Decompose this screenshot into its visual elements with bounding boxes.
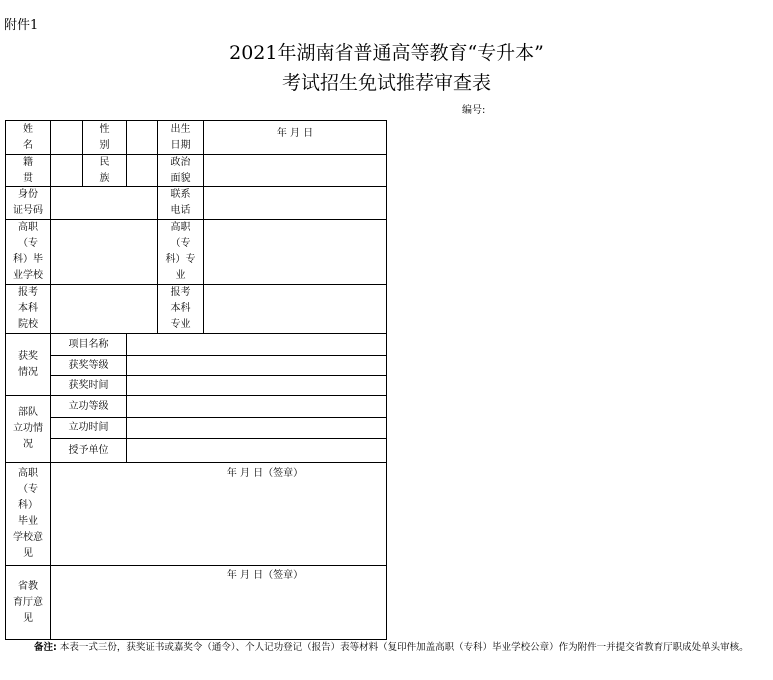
awards-label: 获奖 情况 [18, 350, 38, 378]
target-major-label: 报考 本科 专业 [170, 287, 191, 330]
table-border [5, 462, 386, 463]
target-school-label: 报考 本科 院校 [18, 287, 38, 330]
award-time-field[interactable] [127, 376, 386, 395]
phone-field[interactable] [204, 187, 386, 219]
political-status-field[interactable] [204, 155, 386, 186]
merit-level-field[interactable] [127, 396, 386, 417]
education-dept-opinion-date: 年 月 日（签章） [226, 570, 304, 581]
gender-field[interactable] [127, 121, 157, 154]
award-time-label: 获奖时间 [68, 379, 109, 391]
id-number-label: 身份 证号码 [13, 189, 43, 216]
id-number-field[interactable] [51, 187, 157, 219]
school-opinion-date: 年 月 日（签章） [226, 468, 304, 479]
education-dept-opinion-label: 省教 育厅意 见 [13, 580, 43, 624]
college-school-label: 高职 （专 科）毕 业学校 [13, 222, 43, 281]
footer-note [34, 640, 769, 656]
form-title-line1: 2021年湖南省普通高等教育“专升本” [229, 42, 544, 64]
merit-time-field[interactable] [127, 418, 386, 438]
name-label: 姓 名 [23, 123, 33, 151]
award-level-field[interactable] [127, 356, 386, 375]
native-place-label: 籍 贯 [23, 156, 33, 184]
gender-label: 性 别 [99, 123, 110, 151]
college-major-field[interactable] [204, 220, 386, 284]
grant-unit-label: 授予单位 [68, 444, 109, 456]
birth-date-field[interactable]: 年 月 日 [276, 128, 314, 139]
school-opinion-field[interactable] [51, 486, 386, 565]
birth-date-label: 出生 日期 [170, 123, 191, 151]
award-name-label: 项目名称 [68, 338, 109, 350]
table-border [5, 565, 386, 566]
college-school-field[interactable] [51, 220, 157, 284]
military-merit-label: 部队 立功情 况 [13, 407, 43, 450]
merit-time-label: 立功时间 [68, 422, 109, 433]
phone-label: 联系 电话 [170, 189, 191, 216]
school-opinion-label: 高职 （专 科） 毕业 学校意 见 [13, 468, 43, 559]
serial-number-label: 编号: [462, 105, 486, 116]
award-level-label: 获奖等级 [68, 359, 109, 371]
form-title-line2: 考试招生免试推荐审查表 [281, 72, 491, 94]
merit-level-label: 立功等级 [68, 400, 109, 412]
attachment-label: 附件1 [4, 18, 39, 33]
political-status-label: 政治 面貌 [170, 156, 191, 184]
ethnicity-label: 民 族 [99, 156, 110, 184]
name-field[interactable] [51, 121, 82, 154]
native-place-field[interactable] [51, 155, 82, 186]
college-major-label: 高职 （专 科）专 业 [165, 222, 196, 281]
target-school-field[interactable] [51, 285, 157, 333]
note-text: 本表一式三份，获奖证书或嘉奖令（通令）、个人记功登记（报告）表等材料（复印件加盖高职（专科）毕业学校公章）作为附件一并提交省教育厅职成处单头审核。 [59, 642, 749, 653]
grant-unit-field[interactable] [127, 439, 386, 462]
ethnicity-field[interactable] [127, 155, 157, 186]
application-form-table [5, 120, 386, 640]
award-name-field[interactable] [127, 334, 386, 355]
education-dept-opinion-field[interactable] [51, 588, 386, 639]
target-major-field[interactable] [204, 285, 386, 333]
table-border [386, 120, 387, 640]
note-label: 备注: [34, 642, 57, 653]
